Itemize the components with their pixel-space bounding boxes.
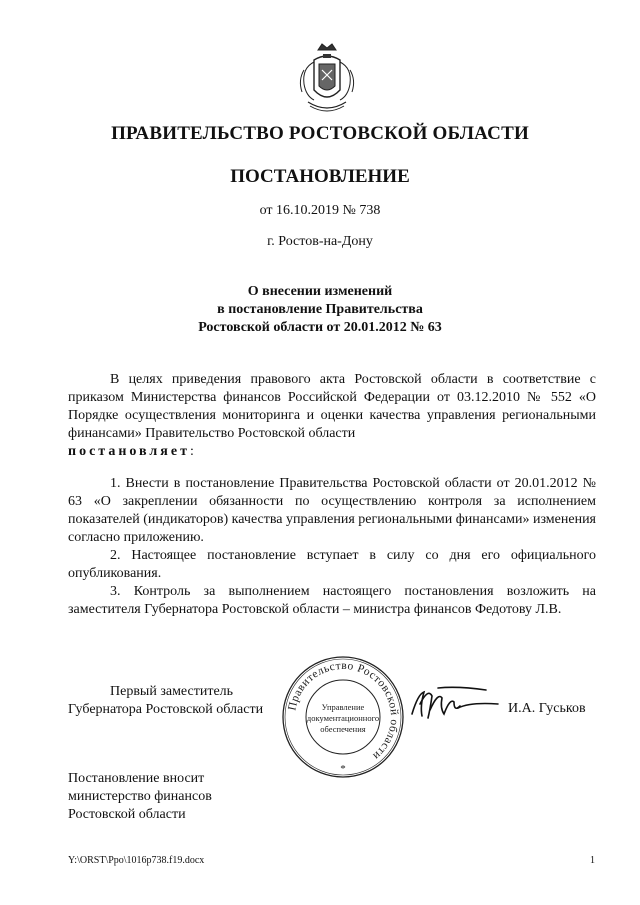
preamble-text: В целях приведения правового акта Ростовской области в соответствие с приказом Министерства финансов Российской Федерации от 03.12.2010 № 552 «О Порядке осуществления мониторинга и оценки качества управления региональными финансами» Правительство Ростовской области [68, 372, 596, 441]
preamble-paragraph [68, 371, 596, 461]
item-3-paragraph: 3. Контроль за выполнением настоящего постановления возложить на заместителя Губернатора Ростовской области – министра финансов Федотову Л.В. [68, 584, 596, 617]
signatory-position [68, 683, 263, 719]
document-type: ПОСТАНОВЛЕНИЕ [230, 166, 410, 187]
introduced-by-line: Постановление вносит [68, 771, 205, 786]
introduced-by-line: министерство финансов [68, 789, 212, 804]
subject-line: в постановление Правительства [217, 302, 423, 317]
subject-line: Ростовской области от 20.01.2012 № 63 [198, 320, 442, 335]
stamp-star-mark: * [340, 763, 346, 775]
stamp-center-line: Управление [321, 702, 365, 712]
footer-file-path: Y:\ORST\Ppo\1016p738.f19.docx [68, 855, 205, 866]
item-2-paragraph: 2. Настоящее постановление вступает в силу со дня его официального опубликования. [68, 548, 596, 581]
stamp-center-line: обеспечения [320, 724, 366, 734]
signatory-position-line: Губернатора Ростовской области [68, 702, 264, 717]
signatory-position-line: Первый заместитель [110, 684, 234, 699]
introduced-by-block [68, 770, 212, 824]
signatory-name: И.А. Гуськов [508, 701, 586, 716]
document-place: г. Ростов-на-Дону [267, 234, 373, 249]
document-subject [0, 283, 640, 337]
official-stamp [280, 654, 406, 780]
document-date-number: от 16.10.2019 № 738 [259, 203, 381, 218]
item-1-paragraph: 1. Внести в постановление Правительства Ростовской области от 20.01.2012 № 63 «О закреплении обязанности по осуществлению контроля за исполнением показателей (индикаторов) качества управления региональными финансами» изменения согласно приложению. [68, 476, 596, 545]
stamp-ring-text: Правительство Ростовской области [286, 659, 401, 763]
stamp-center-line: документационного [306, 713, 380, 723]
government-title: ПРАВИТЕЛЬСТВО РОСТОВСКОЙ ОБЛАСТИ [111, 123, 529, 144]
page-number: 1 [590, 855, 595, 866]
resolves-colon: : [189, 444, 194, 459]
introduced-by-line: Ростовской области [68, 807, 186, 822]
subject-line: О внесении изменений [247, 284, 393, 299]
handwritten-signature [408, 684, 504, 724]
resolves-word: постановляет [68, 444, 190, 459]
coat-of-arms-icon [296, 40, 358, 118]
